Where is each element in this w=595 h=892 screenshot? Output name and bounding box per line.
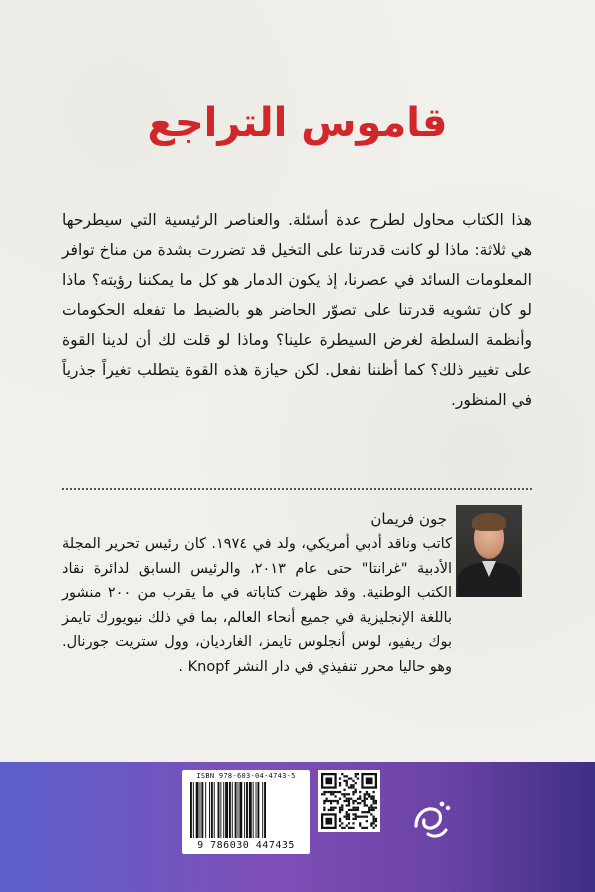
barcode: [182, 770, 310, 854]
dotted-divider: [62, 488, 532, 490]
author-photo: [456, 505, 522, 597]
qr-code-pattern: [321, 773, 377, 829]
publisher-logo-icon: [408, 796, 454, 846]
author-name: جون فريمان: [370, 510, 447, 528]
author-bio: كاتب وناقد أدبي أمريكي، ولد في ١٩٧٤. كان رئيس تحرير المجلة الأدبية "غرانتا" حتى عام ٢٠١٣، والرئيس السابق لدائرة نقاد الكتب الوطنية. وقد ظهرت كتاباته في ما يقرب من ٢٠٠ منشور باللغة الإنجليزية في جميع أنحاء العالم، بما في ذلك نيويورك تايمز بوك ريفيو، لوس أنجلوس تايمز، الغارديان، وول ستريت جورنال. وهو حاليا محرر تنفيذي في دار النشر Knopf .: [62, 536, 452, 675]
qr-code: [318, 770, 380, 832]
book-title: قاموس التراجع: [147, 100, 448, 146]
barcode-bars: [186, 782, 306, 840]
book-blurb: هذا الكتاب محاول لطرح عدة أسئلة. والعناصر الرئيسية التي سيطرحها هي ثلاثة: ماذا لو كانت قدرتنا على التخيل قد تضررت بشدة من مناخ توافر المعلومات السائد في عصرنا، إذ يكون الدمار هو كل ما يمكننا رؤيته؟ ماذا لو كان تشويه قدرتنا على تصوّر الحاضر هو بالضبط ما تفعله الحكومات وأنظمة السلطة لغرض السيطرة علينا؟ وماذا لو قلت لك أن لدينا القوة على تغيير ذلك؟ كما أظننا نفعل. لكن حيازة هذه القوة يتطلب تغيراً جذرياً في المنظور.: [62, 211, 532, 409]
isbn-label: ISBN 978-603-04-4743-5: [196, 772, 296, 780]
barcode-digits: 9 786030 447435: [197, 840, 295, 851]
